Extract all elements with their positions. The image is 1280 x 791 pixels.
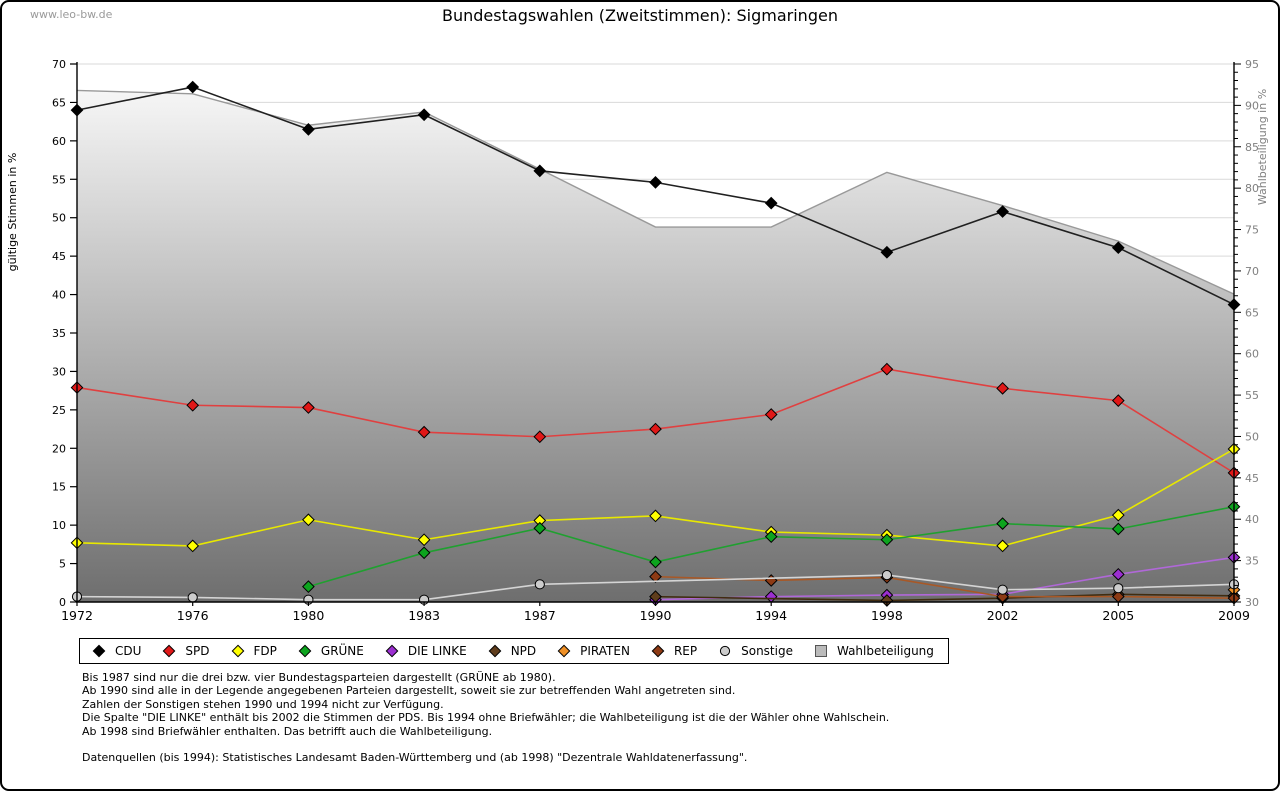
svg-text:1972: 1972 [61, 608, 93, 623]
svg-text:75: 75 [1245, 223, 1259, 237]
legend-label: Sonstige [741, 644, 793, 658]
diamond-marker-icon [651, 644, 665, 658]
svg-text:45: 45 [1245, 471, 1259, 485]
svg-text:70: 70 [52, 58, 66, 71]
svg-text:35: 35 [1245, 554, 1259, 568]
note-line: Zahlen der Sonstigen stehen 1990 und 1994 nicht zur Verfügung. [82, 697, 444, 711]
svg-text:20: 20 [52, 442, 66, 456]
svg-text:gültige Stimmen in %: gültige Stimmen in % [6, 152, 19, 272]
legend-item-rep [651, 644, 697, 658]
svg-text:25: 25 [52, 403, 66, 417]
svg-text:1987: 1987 [523, 608, 556, 623]
svg-text:0: 0 [59, 596, 66, 609]
legend-item-die-linke [385, 644, 467, 658]
note-line: Ab 1990 sind alle in der Legende angegebenen Parteien dargestellt, soweit sie zur betreffenden Wahl angetreten sind. [82, 684, 736, 698]
svg-text:1983: 1983 [408, 608, 441, 623]
diamond-marker-icon [231, 644, 245, 658]
svg-text:35: 35 [52, 327, 66, 340]
legend-label: PIRATEN [580, 644, 630, 658]
chart-footnotes [82, 671, 889, 764]
footnote-lines [82, 671, 889, 738]
svg-text:55: 55 [52, 173, 66, 187]
legend-label: DIE LINKE [407, 644, 467, 658]
chart-title: Bundestagswahlen (Zweitstimmen): Sigmaringen [442, 6, 838, 25]
diamond-marker-icon [298, 644, 312, 658]
legend-label: REP [673, 644, 698, 658]
svg-text:10: 10 [52, 519, 66, 533]
svg-text:30: 30 [52, 365, 66, 379]
circle-marker-icon [718, 644, 732, 658]
legend-item-npd [488, 644, 536, 658]
legend-item-piraten [557, 644, 630, 658]
diamond-marker-icon [557, 644, 571, 658]
data-source-line: Datenquellen (bis 1994): Statistisches Landesamt Baden-Württemberg und (ab 1998) "Dezentrale Wahldatenerfassung". [82, 751, 748, 765]
svg-text:70: 70 [1245, 264, 1259, 278]
svg-text:15: 15 [52, 480, 66, 494]
legend-label: FDP [253, 644, 277, 658]
legend-label: GRÜNE [320, 644, 364, 658]
svg-text:Wahlbeteiligung in %: Wahlbeteiligung in % [1256, 88, 1269, 206]
svg-text:55: 55 [1245, 389, 1259, 403]
note-line: Die Spalte "DIE LINKE" enthält bis 2002 die Stimmen der PDS. Bis 1994 ohne Briefwähler; die Wahlbeteiligung ist die der Wähler ohne Wahlschein. [82, 711, 890, 725]
svg-text:40: 40 [52, 288, 66, 302]
svg-text:80: 80 [1245, 182, 1259, 196]
svg-text:60: 60 [1245, 347, 1259, 361]
diamond-marker-icon [92, 644, 106, 658]
svg-text:30: 30 [1245, 596, 1259, 609]
legend-item-cdu [92, 644, 141, 658]
diamond-marker-icon [162, 644, 176, 658]
chart-legend [79, 638, 949, 664]
svg-text:50: 50 [1245, 430, 1259, 444]
legend-item-spd [162, 644, 209, 658]
svg-text:2002: 2002 [986, 608, 1019, 623]
square-marker-icon [814, 644, 828, 658]
election-line-chart [2, 2, 1280, 634]
svg-text:65: 65 [52, 96, 66, 110]
legend-label: SPD [185, 644, 210, 658]
svg-text:2005: 2005 [1102, 608, 1135, 623]
legend-label: Wahlbeteiligung [836, 644, 934, 658]
diamond-marker-icon [385, 644, 399, 658]
svg-text:65: 65 [1245, 306, 1259, 320]
svg-text:5: 5 [59, 557, 66, 571]
svg-text:60: 60 [52, 134, 66, 148]
svg-text:1990: 1990 [639, 608, 672, 623]
svg-text:90: 90 [1245, 99, 1259, 113]
svg-text:40: 40 [1245, 513, 1259, 527]
legend-item-grüne [298, 644, 364, 658]
legend-item-sonstige [718, 644, 793, 658]
note-line: Bis 1987 sind nur die drei bzw. vier Bundestagsparteien dargestellt (GRÜNE ab 1980). [82, 671, 556, 684]
svg-text:50: 50 [52, 211, 66, 225]
legend-label: NPD [510, 644, 537, 658]
election-chart-svg [2, 2, 1280, 634]
svg-text:2009: 2009 [1218, 608, 1250, 623]
legend-item-wahlbeteiligung [814, 644, 934, 658]
svg-text:85: 85 [1245, 140, 1259, 154]
svg-text:45: 45 [52, 250, 66, 264]
diamond-marker-icon [488, 644, 502, 658]
note-line: Ab 1998 sind Briefwähler enthalten. Das betrifft auch die Wahlbeteiligung. [82, 724, 493, 738]
svg-text:1998: 1998 [870, 608, 903, 623]
svg-text:95: 95 [1245, 58, 1259, 71]
legend-item-fdp [231, 644, 277, 658]
svg-text:1994: 1994 [755, 608, 788, 623]
watermark-text: www.leo-bw.de [30, 8, 113, 21]
svg-text:1976: 1976 [176, 608, 209, 623]
svg-text:1980: 1980 [292, 608, 325, 623]
legend-label: CDU [115, 644, 142, 658]
